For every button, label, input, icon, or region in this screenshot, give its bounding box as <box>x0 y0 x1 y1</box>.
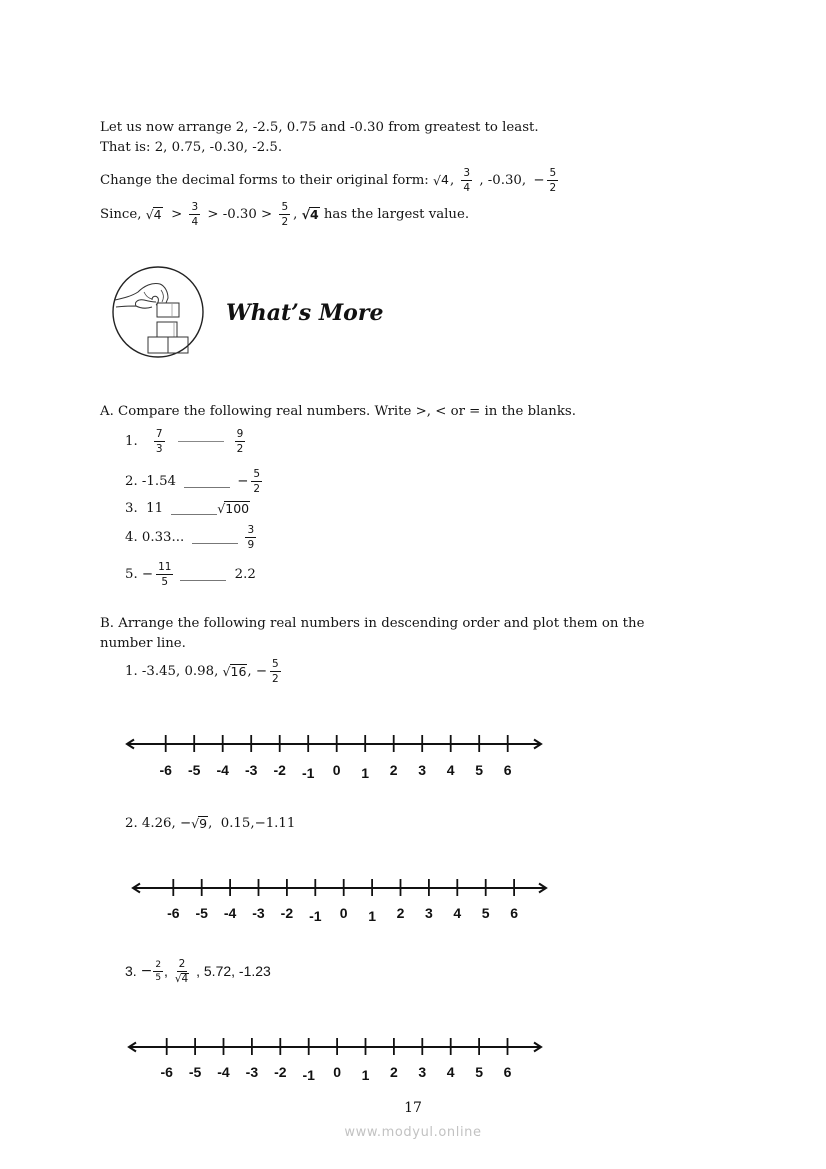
intro-line-4 <box>100 199 469 229</box>
fraction <box>175 958 189 985</box>
tick-label: -5 <box>195 905 208 921</box>
tick-label: -2 <box>273 762 286 778</box>
radicand: 16 <box>230 663 247 679</box>
tick-label: -5 <box>187 762 201 778</box>
tick-label: -6 <box>167 905 180 921</box>
item-values: , 0.15,−1.11 <box>208 815 296 831</box>
item-label: 2. 4.26, <box>125 815 180 831</box>
part-a-item-2 <box>125 466 265 496</box>
radical-sign: √ <box>174 972 182 985</box>
radical-sign: √ <box>301 206 310 222</box>
numerator: 3 <box>191 200 199 213</box>
part-a-item-5 <box>125 559 256 589</box>
separator: , <box>164 963 172 979</box>
tick-label: 6 <box>510 905 518 921</box>
denominator: 2 <box>253 482 261 495</box>
fraction <box>245 524 256 551</box>
square-root <box>223 664 248 679</box>
part-b-item-2 <box>125 808 295 838</box>
tick-label: 5 <box>475 762 484 778</box>
fraction <box>547 167 558 194</box>
radical-sign: √ <box>217 500 226 516</box>
tick-label: 5 <box>481 905 490 921</box>
tick-label: -5 <box>188 1064 202 1080</box>
denominator: 2 <box>272 672 279 685</box>
numerator: 3 <box>463 166 471 179</box>
square-root <box>217 501 250 516</box>
numerator: 5 <box>549 166 557 179</box>
tick-label: -3 <box>252 905 265 921</box>
intro-text: That is: 2, 0.75, -0.30, -2.5. <box>100 139 283 155</box>
tick-label: -1 <box>309 908 322 924</box>
square-root <box>191 816 208 831</box>
denominator: 2 <box>236 442 244 455</box>
part-a-item-3 <box>125 493 250 523</box>
fraction <box>156 561 173 588</box>
tick-label: 4 <box>446 1064 455 1080</box>
numerator: 5 <box>281 200 289 213</box>
item-label: 3. 11 <box>125 500 168 516</box>
part-b-instruction-line-2 <box>100 628 186 658</box>
tick-label: -1 <box>302 1067 315 1083</box>
tick-label: 6 <box>503 762 512 778</box>
radicand: 4 <box>153 206 162 222</box>
intro-text: , -0.30, <box>475 172 531 188</box>
minus-sign: − <box>140 963 153 979</box>
numerator: 5 <box>253 467 261 480</box>
part-b-item-1 <box>125 656 284 686</box>
item-label: 3. <box>125 963 141 979</box>
hand-stacking-blocks-icon <box>108 262 208 362</box>
fraction <box>189 201 200 228</box>
separator: , <box>449 172 459 188</box>
intro-line-3 <box>100 165 561 195</box>
part-a-item-4 <box>125 522 259 552</box>
tick-label: 4 <box>453 905 462 921</box>
minus-sign: − <box>255 663 268 679</box>
square-root <box>146 207 163 222</box>
denominator: 3 <box>155 442 163 455</box>
minus-sign: − <box>533 172 545 188</box>
square-root <box>302 207 320 222</box>
minus-sign: − <box>179 815 192 831</box>
denominator: 2 <box>549 181 557 194</box>
tick-label: 2 <box>396 905 405 921</box>
tick-label: 3 <box>418 762 427 778</box>
instruction-text: A. Compare the following real numbers. Write >, < or = in the blanks. <box>100 403 576 419</box>
instruction-text: B. Arrange the following real numbers in descending order and plot them on the <box>100 615 645 631</box>
tick-label: -3 <box>245 1064 259 1080</box>
part-b-item-3 <box>125 956 271 986</box>
minus-sign: − <box>237 473 249 489</box>
intro-text: Since, <box>100 206 146 222</box>
tick-label: 2 <box>390 1064 398 1080</box>
fraction <box>153 960 163 983</box>
denominator: 5 <box>155 972 162 983</box>
item-values: , 5.72, -1.23 <box>192 963 271 979</box>
radical-sign: √ <box>222 663 231 679</box>
tick-label: 3 <box>418 1064 427 1080</box>
tick-label: 6 <box>503 1064 512 1080</box>
intro-text: Change the decimal forms to their original form: <box>100 172 434 188</box>
numerator: 3 <box>247 523 255 536</box>
radical-sign: √ <box>433 172 441 188</box>
section-title: What’s More <box>226 300 384 326</box>
tick-label: 2 <box>389 762 398 778</box>
numerator: 2 <box>178 957 186 970</box>
denominator: 4 <box>191 215 199 228</box>
intro-text: Let us now arrange 2, -2.5, 0.75 and -0.30 from greatest to least. <box>100 119 539 135</box>
radical-sign: √ <box>145 206 154 222</box>
fraction <box>235 428 246 455</box>
numerator: 9 <box>236 427 244 440</box>
item-label: 5. <box>125 566 142 582</box>
numerator: 11 <box>158 560 172 573</box>
denominator: 4 <box>463 181 471 194</box>
numerator: 5 <box>272 657 279 670</box>
tick-label: 0 <box>332 762 341 778</box>
tick-label: -4 <box>217 1064 230 1080</box>
numerator: 7 <box>155 427 163 440</box>
tick-label: 0 <box>339 905 348 921</box>
page-number: 17 <box>404 1100 422 1116</box>
item-label: 1. <box>125 433 142 449</box>
radicand: 4 <box>309 206 319 222</box>
fraction <box>154 428 165 455</box>
answer-blank <box>184 474 230 488</box>
tick-label: -3 <box>244 762 258 778</box>
tick-label: -2 <box>274 1064 287 1080</box>
intro-text: has the largest value. <box>319 206 470 222</box>
separator: , <box>293 206 302 222</box>
numerator: 2 <box>155 959 162 970</box>
square-root <box>433 173 450 188</box>
fraction <box>270 658 281 685</box>
instruction-text: number line. <box>100 635 186 651</box>
denominator: 5 <box>161 575 169 588</box>
tick-label: 4 <box>446 762 455 778</box>
item-label: 2. -1.54 <box>125 473 181 489</box>
watermark: www.modyul.online <box>344 1125 482 1140</box>
radical-sign: √ <box>191 815 200 831</box>
square-root <box>175 973 189 985</box>
tick-label: 3 <box>425 905 433 921</box>
denominator: 2 <box>281 215 289 228</box>
tick-label: 5 <box>475 1064 483 1080</box>
denominator: 9 <box>247 538 255 551</box>
part-a-instruction <box>100 396 576 426</box>
tick-label: -6 <box>160 1064 173 1080</box>
separator: , <box>247 663 256 679</box>
tick-label: 1 <box>368 908 376 924</box>
tick-label: -2 <box>280 905 294 921</box>
answer-blank <box>192 530 238 544</box>
part-a-item-1 <box>125 426 248 456</box>
tick-label: -4 <box>216 762 229 778</box>
radicand: 4 <box>440 171 449 187</box>
minus-sign: − <box>141 566 154 582</box>
item-label: 1. -3.45, 0.98, <box>125 663 223 679</box>
intro-line-2 <box>100 132 282 162</box>
item-value: 2.2 <box>230 566 256 582</box>
number-line <box>126 869 566 925</box>
number-line <box>120 1028 560 1084</box>
tick-label: -4 <box>223 905 237 921</box>
denominator <box>175 972 189 985</box>
tick-label: 1 <box>361 765 370 781</box>
tick-label: -1 <box>301 765 315 781</box>
comparison: > <box>162 206 187 222</box>
answer-blank <box>178 441 224 442</box>
answer-blank <box>180 567 226 581</box>
number-line <box>120 725 560 781</box>
tick-label: 0 <box>333 1064 341 1080</box>
radicand: 4 <box>181 972 189 985</box>
tick-label: 1 <box>361 1067 370 1083</box>
comparison: > -0.30 > <box>203 206 277 222</box>
fraction <box>251 468 262 495</box>
tick-label: -6 <box>159 762 172 778</box>
fraction <box>461 167 472 194</box>
fraction <box>279 201 290 228</box>
item-label: 4. 0.33... <box>125 529 189 545</box>
radicand: 100 <box>225 500 250 516</box>
radicand: 9 <box>199 815 208 831</box>
answer-blank <box>171 501 217 515</box>
